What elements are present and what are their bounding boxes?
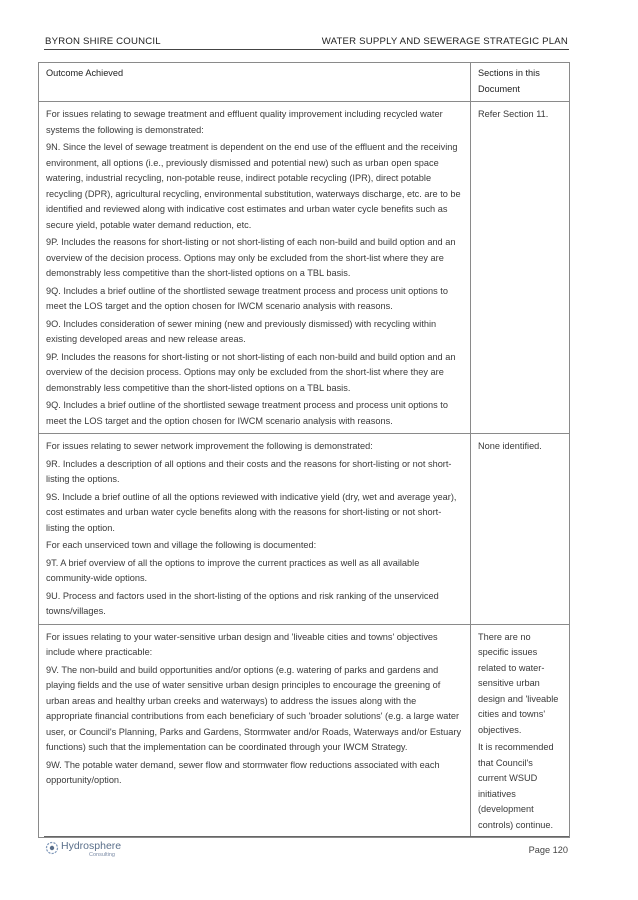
outcome-paragraph: For issues relating to sewage treatment and effluent quality improvement including recycled water systems the following is demonstrated: bbox=[46, 109, 443, 135]
table-row bbox=[39, 102, 570, 434]
section-reference: None identified. bbox=[478, 441, 542, 451]
header-org: BYRON SHIRE COUNCIL bbox=[45, 36, 161, 47]
outcome-paragraph: For issues relating to sewer network improvement the following is demonstrated: bbox=[46, 441, 373, 451]
table-header-row bbox=[39, 63, 570, 102]
outcome-paragraph: 9Q. Includes a brief outline of the shortlisted sewage treatment process and process unit options to meet the LOS target and the option chosen for IWCM scenario analysis with reasons. bbox=[46, 400, 448, 426]
outcome-paragraph: For issues relating to your water-sensitive urban design and 'liveable cities and towns' objectives include where practicable: bbox=[46, 631, 438, 657]
page-number: Page 120 bbox=[528, 845, 568, 855]
outcome-paragraph: 9P. Includes the reasons for short-listing or not short-listing of each non-build and build option and an overview of the decision process. Options may only be excluded from the short-list where they are demonstrably less competitive than the short-listed options on a TBL basis. bbox=[46, 351, 456, 393]
outcome-paragraph: For each unserviced town and village the following is documented: bbox=[46, 540, 317, 550]
outcome-paragraph: 9U. Process and factors used in the short-listing of the options and risk ranking of the unserviced towns/villages. bbox=[46, 590, 439, 616]
section-reference: There are no specific issues related to water-sensitive urban design and 'liveable cities and towns' objectives. bbox=[478, 631, 559, 735]
page-header bbox=[45, 36, 568, 47]
header-rule bbox=[44, 49, 569, 50]
outcome-cell bbox=[39, 624, 471, 838]
section-reference-cell bbox=[471, 102, 570, 434]
footer-rule bbox=[44, 836, 569, 837]
outcome-paragraph: 9N. Since the level of sewage treatment is dependent on the end use of the effluent and the receiving environment, all options (i.e., previously dismissed and potential new) such as urban open space watering, industrial recycling, non-potable reuse, indirect potable recycling (IPR), direct potable recycling (DPR), agricultural recycling, environmental substitution, waterways discharge, etc. are to be identified and reviewed along with indicative cost estimates and urban water cycle benefits such as secure yield, potable water demand reduction, etc. bbox=[46, 142, 461, 230]
table-row bbox=[39, 624, 570, 838]
logo-name: Hydrosphere bbox=[61, 840, 122, 852]
col-header-outcome: Outcome Achieved bbox=[39, 63, 471, 102]
outcome-cell bbox=[39, 434, 471, 625]
outcome-paragraph: 9Q. Includes a brief outline of the shortlisted sewage treatment process and process unit options to meet the LOS target and the option chosen for IWCM scenario analysis with reasons. bbox=[46, 285, 448, 311]
outcome-cell bbox=[39, 102, 471, 434]
logo-subtitle: Consulting bbox=[89, 852, 115, 858]
outcome-paragraph: 9W. The potable water demand, sewer flow and stormwater flow reductions associated with each opportunity/option. bbox=[46, 759, 440, 785]
outcome-paragraph: 9R. Includes a description of all options and their costs and the reasons for short-listing or not short-listing the options. bbox=[46, 458, 452, 484]
outcome-paragraph: 9S. Include a brief outline of all the options reviewed with indicative yield (dry, wet and average year), cost estimates and urban water cycle benefits along with the reasons for short-listing or not short-listing the option. bbox=[46, 491, 457, 533]
hydrosphere-droplet-icon bbox=[45, 841, 59, 855]
header-doc-title: WATER SUPPLY AND SEWERAGE STRATEGIC PLAN bbox=[321, 36, 568, 47]
section-reference: Refer Section 11. bbox=[478, 109, 549, 119]
hydrosphere-logo bbox=[45, 840, 121, 858]
outcome-paragraph: 9V. The non-build and build opportunities and/or options (e.g. watering of parks and gardens and playing fields and the use of water sensitive urban design principles to encourage the greening of urban areas and healthy urban creeks and waterways) to address the issues along with the appropriate financial contributions from each beneficiary of such 'broader solutions' (e.g. a large water user, or Council's Planning, Parks and Gardens, Stormwater and/or Roads, Waterways and/or Estuary functions) such that the implementation can be coordinated through your IWCM Strategy. bbox=[46, 664, 462, 752]
table-row bbox=[39, 434, 570, 625]
section-reference: It is recommended that Council's current WSUD initiatives (development controls) continue. bbox=[478, 742, 554, 830]
outcome-paragraph: 9O. Includes consideration of sewer mining (new and previously dismissed) with recycling within existing developed areas and new release areas. bbox=[46, 318, 437, 344]
col-header-sections: Sections in this Document bbox=[471, 63, 570, 102]
outcomes-table bbox=[38, 62, 570, 838]
section-reference-cell bbox=[471, 434, 570, 625]
outcome-paragraph: 9P. Includes the reasons for short-listing or not short-listing of each non-build and build option and an overview of the decision process. Options may only be excluded from the short-list where they are demonstrably less competitive than the short-listed options on a TBL basis. bbox=[46, 237, 456, 278]
section-reference-cell bbox=[471, 624, 570, 838]
outcome-paragraph: 9T. A brief overview of all the options to improve the current practices as well as all available community-wide options. bbox=[46, 557, 420, 583]
